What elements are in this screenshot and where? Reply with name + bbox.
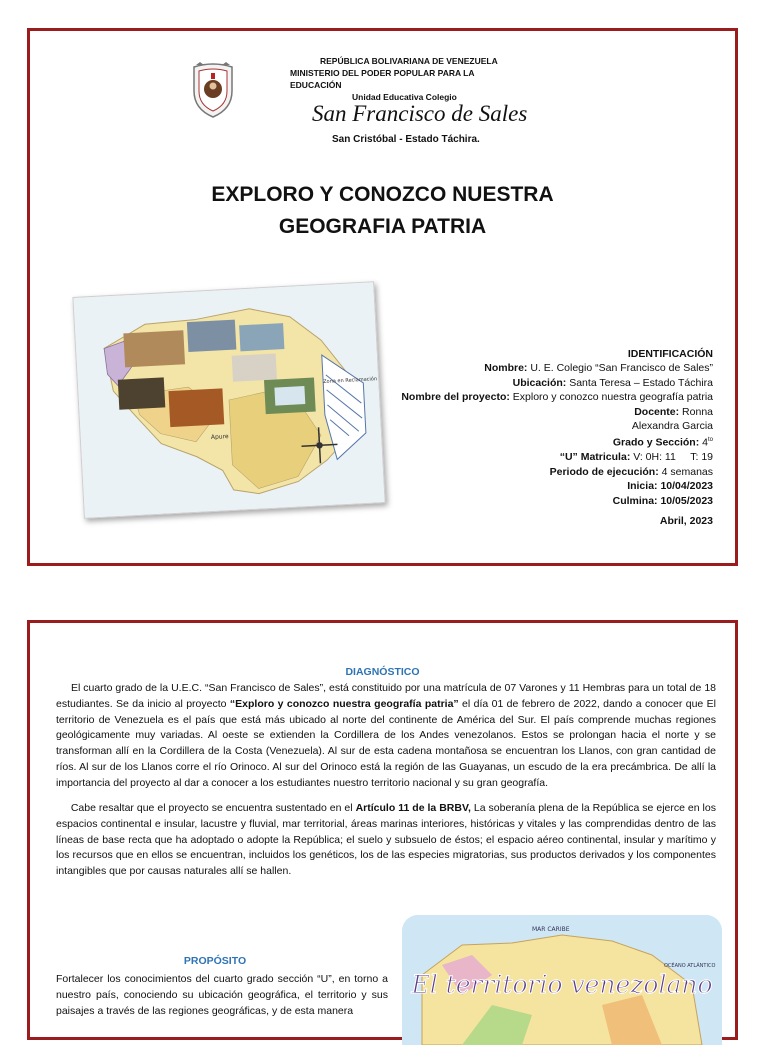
territorio-label-mar: MAR CARIBE [532, 926, 570, 933]
ident-docente-2: Alexandra Garcia [631, 420, 713, 433]
document-date: Abril, 2023 [659, 514, 713, 527]
school-crest-logo [190, 61, 236, 119]
diagnostic-page [27, 620, 738, 1040]
ident-nombre: Nombre: U. E. Colegio “San Francisco de Sales” [484, 362, 713, 375]
map-label-apure: Apure [210, 433, 229, 441]
proposito-heading: PROPÓSITO [183, 955, 247, 967]
header-line-2: MINISTERIO DEL PODER POPULAR PARA LA EDUCACIÓN [290, 68, 475, 90]
territorio-label-oceano: OCÉANO ATLÁNTICO [664, 963, 716, 969]
ident-docente: Docente: Ronna [634, 405, 713, 418]
title-line-2: GEOGRAFIA PATRIA [278, 215, 487, 238]
territorio-illustration [402, 915, 722, 1045]
diagnostico-paragraph-1: El cuarto grado de la U.E.C. “San Francisco de Sales”, está constituido por una matrícula de 07 Varones y 11 Hembras para un total de 18 estudiantes. Se da inicio al proyecto “Exploro y conozco nuestra geografía patria” el día 01 de febrero de 2022, dando a conocer que El territorio de Venezuela es el país que está más ubicado al norte del continente de América del Sur. El país comprende muchas regiones geológicamente muy variadas. Al oeste se extienden la Cordillera de los Andes venezolanos. Estos se prolongan hacia el norte y se transforman allí en la Cordillera de la Costa (Venezuela). Al sur de esta cadena montañosa se encuentran los Llanos, con gran cantidad de ríos. Al sur de los Llanos corre el río Orinoco. Al sur del Orinoco está la región de las Guayanas, un escudo de la era precámbrica. De allí la importancia del proyecto al dar a conocer a los estudiantes nuestro territorio nacional y su gran geografía. [56, 682, 716, 789]
ident-matricula: “U” Matricula: V: 0H: 11 T: 19 [559, 451, 713, 464]
diagnostico-paragraph-2: Cabe resaltar que el proyecto se encuentra sustentado en el Artículo 11 de la BRBV, La soberanía plena de la República se ejerce en los espacios continental e insular, lacustre y fluvial, mar territorial, áreas marinas interiores, históricas y vitales y las comprendidas dentro de las líneas de base recta que ha adoptado o adopte la República; el suelo y subsuelo de éstos; el espacio aéreo continental, insular y marítimo y los recursos que en ellos se encuentran, incluidos los genéticos, los de las especies migratorias, sus productos derivados y los componentes intangibles que por causas naturales allí se hallen. [56, 802, 716, 878]
ident-culmina: Culmina: 10/05/2023 [612, 494, 713, 507]
territorio-venezolano-image [402, 915, 722, 1045]
title-line-1: EXPLORO Y CONOZCO NUESTRA [211, 183, 554, 206]
ident-periodo: Periodo de ejecución: 4 semanas [549, 465, 713, 478]
identification-block [353, 347, 713, 528]
venezuela-map-image [72, 281, 385, 519]
school-name: San Francisco de Sales [312, 101, 528, 126]
proposito-paragraph: Fortalecer los conocimientos del cuarto grado sección “U”, en torno a nuestro país, conociendo su ubicación geográfica, el territorio y sus paisajes a través de las regiones geográficas, y de esta manera [56, 973, 388, 1017]
school-city: San Cristóbal - Estado Táchira. [332, 134, 480, 145]
identification-heading: IDENTIFICACIÓN [627, 348, 713, 360]
ident-grado: Grado y Sección: $4^{to}$ [612, 436, 713, 449]
territorio-text: El territorio venezolano [411, 970, 713, 999]
document-title [30, 179, 735, 243]
map-label-zona: Zona en Reclamación [323, 376, 378, 386]
institution-header [290, 55, 500, 103]
map-illustration [73, 282, 384, 517]
header-line-1: REPÚBLICA BOLIVARIANA DE VENEZUELA [320, 56, 498, 66]
cover-page [27, 28, 738, 566]
ident-inicia: Inicia: 10/04/2023 [627, 480, 713, 493]
diagnostico-heading: DIAGNÓSTICO [345, 666, 420, 678]
ident-proyecto: Nombre del proyecto: Exploro y conozco nuestra geografía patria [401, 391, 713, 404]
header-line-3: Unidad Educativa Colegio [352, 92, 457, 102]
ident-ubicacion: Ubicación: Santa Teresa – Estado Táchira [512, 376, 713, 389]
